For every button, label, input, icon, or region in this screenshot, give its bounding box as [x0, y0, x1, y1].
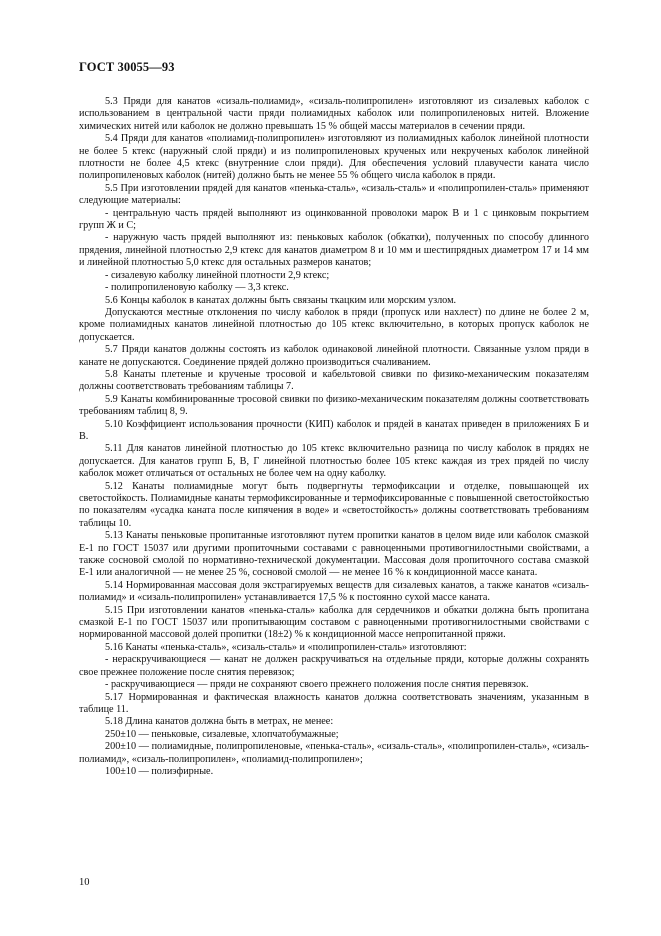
paragraph-5-5: 5.5 При изготовлении прядей для канатов «пенька-сталь», «сизаль-сталь» и «полипропилен-сталь» применяют следующие материалы:: [79, 182, 589, 207]
paragraph-5-7: 5.7 Пряди канатов должны состоять из каболок одинаковой линейной плотности. Связанные узлом пряди в канате не допускаются. Соединение прядей должно производиться счаливанием.: [79, 344, 589, 368]
list-item-sisal-yarn: - сизалевую каболку линейной плотности 2,9 ктекс;: [105, 269, 330, 281]
length-item-100: 100±10 — полиэфирные.: [105, 765, 214, 777]
list-item-non-untwisting: - нераскручивающиеся — канат не должен раскручиваться на отдельные пряди, которые должны сохранять свое прежнее положение после снятия перевязок;: [79, 654, 589, 678]
page-number: 10: [79, 877, 90, 888]
list-item-central-part: - центральную часть прядей выполняют из оцинкованной проволоки марок В и 1 с цинковым покрытием групп Ж и С;: [79, 207, 589, 232]
paragraph-5-6-tolerance: Допускаются местные отклонения по числу каболок в пряди (пропуск или нахлест) по длине не более 2 м, кроме полиамидных канатов линейной плотностью до 105 ктекс включительно, в которых пропуск каболок не допускается.: [79, 306, 589, 343]
paragraph-5-17: 5.17 Нормированная и фактическая влажность канатов должна соответствовать значениям, указанным в таблице 11.: [79, 691, 589, 715]
list-item-polypropylene-yarn: - полипропиленовую каболку — 3,3 ктекс.: [105, 282, 289, 294]
document-header: ГОСТ 30055—93: [79, 60, 175, 74]
list-item-untwisting: - раскручивающиеся — пряди не сохраняют своего прежнего положения после снятия перевязок.: [105, 679, 529, 691]
paragraph-5-18: 5.18 Длина канатов должна быть в метрах, не менее:: [105, 716, 334, 728]
list-item-outer-part: - наружную часть прядей выполняют из: пеньковых каболок (обкатки), полученных по способу длинного прядения, линейной плотностью 2,9 ктекс для канатов диаметром 8 и 10 мм и шестипрядных диаметром 17 и 14 мм и линейной плотностью 5,0 ктекс для остальных размеров канатов;: [79, 232, 589, 269]
paragraph-5-11: 5.11 Для канатов линейной плотностью до 105 ктекс включительно разница по числу каболок в прядях не допускается. Для канатов групп Б, В, Г линейной плотностью более 105 ктекс каждая из трех прядей по числу каболок может отличаться от остальных не более чем на одну каболку.: [79, 443, 589, 480]
paragraph-5-12: 5.12 Канаты полиамидные могут быть подвергнуты термофиксации и отделке, повышающей их светостойкость. Полиамидные канаты термофиксированные и термофиксированные с повышенной светостойкостью по показателям «усадка каната после кипячения в воде» и «светостойкость» должны соответствовать требованиям таблицы 10.: [79, 480, 589, 529]
paragraph-5-9: 5.9 Канаты комбинированные тросовой свивки по физико-механическим показателям должны соответствовать требованиям таблиц 8, 9.: [79, 393, 589, 418]
paragraph-5-8: 5.8 Канаты плетеные и крученые тросовой и кабельтовой свивки по физико-механическим показателям должны соответствовать требованиям таблицы 7.: [79, 368, 589, 393]
paragraph-5-3: 5.3 Пряди для канатов «сизаль-полиамид», «сизаль-полипропилен» изготовляют из сизалевых каболок с использованием в центральной части пряди полиамидных каболок или полипропиленовых нитей. Вложение химических нитей или каболок не должно превышать 15 % общей массы материалов в сечении пряди.: [79, 96, 589, 132]
paragraph-5-16: 5.16 Канаты «пенька-сталь», «сизаль-сталь» и «полипропилен-сталь» изготовляют:: [105, 641, 467, 653]
document-body: [79, 96, 589, 778]
paragraph-5-13: 5.13 Канаты пеньковые пропитанные изготовляют путем пропитки канатов в целом виде или каболок смазкой Е-1 по ГОСТ 15037 или другими пропиточными составами с равноценными противогнилостными свойствами, а также сосновой смолой по нормативно-технической документации. Массовая доля пропиточного состава смазкой Е-1 или аналогичной — не менее 25 %, сосновой смолой — не менее 16 % к кондиционной массе каната.: [79, 530, 589, 579]
length-item-250: 250±10 — пеньковые, сизалевые, хлопчатобумажные;: [105, 728, 339, 740]
paragraph-5-15: 5.15 При изготовлении канатов «пенька-сталь» каболка для сердечников и обкатки должна быть пропитана смазкой Е-1 по ГОСТ 15037 или пропитывающим составом с равноценными противогнилостными свойствами с нормированной массовой долей пропитки (18±2) % к кондиционной массе непропитанной пряжи.: [79, 604, 589, 641]
length-item-200: 200±10 — полиамидные, полипропиленовые, «пенька-сталь», «сизаль-сталь», «полипропилен-сталь», «сизаль-полиамид», «сизаль-полипропилен», «полиамид-полипропилен»;: [79, 741, 589, 765]
paragraph-5-10: 5.10 Коэффициент использования прочности (КИП) каболок и прядей в канатах приведен в приложениях Б и В.: [79, 418, 589, 442]
paragraph-5-6: 5.6 Концы каболок в канатах должны быть связаны ткацким или морским узлом.: [105, 294, 457, 306]
paragraph-5-14: 5.14 Нормированная массовая доля экстрагируемых веществ для сизалевых канатов, а также канатов «сизаль-полиамид» и «сизаль-полипропилен» устанавливается 17,5 % к постоянно сухой массе каната.: [79, 579, 589, 604]
paragraph-5-4: 5.4 Пряди для канатов «полиамид-полипропилен» изготовляют из полиамидных каболок линейной плотности не более 5 ктекс (наружный слой пряди) и из полипропиленовых крученых или некрученых каболок линейной плотности не более 4,5 ктекс (внутренние слои пряди). Для обеспечения условий плавучести каната число полипропиленовых каболок (нитей) должно быть не менее 55 % общего числа каболок в пряди.: [79, 133, 589, 182]
